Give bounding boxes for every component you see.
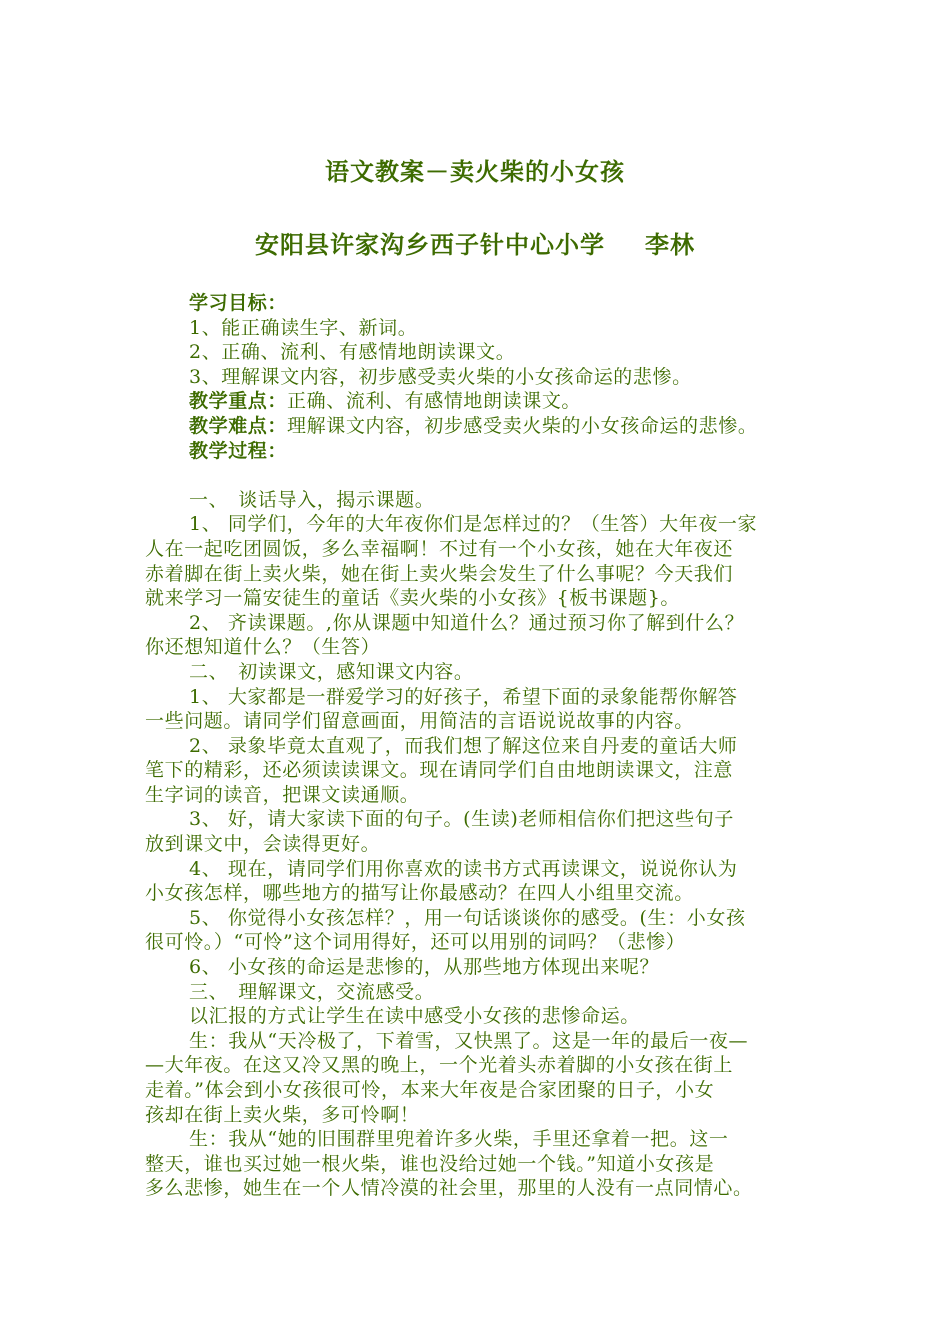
paragraph-line: 6、 小女孩的命运是悲惨的，从那些地方体现出来呢？ [189,956,660,979]
paragraph-line: 2、 录象毕竟太直观了，而我们想了解这位来自丹麦的童话大师 [189,734,738,757]
document-title: 语文教案－卖火柴的小女孩 [325,157,625,186]
paragraph-line: 生：我从“她的旧围群里兜着许多火柴，手里还拿着一把。这一 [189,1128,729,1151]
author-name: 李林 [645,230,695,259]
paragraph-line: 生：我从“天冷极了，下着雪，又快黑了。这是一年的最后一夜— [189,1029,749,1052]
paragraph-line: 4、 现在，请同学们用你喜欢的读书方式再读课文，说说你认为 [189,857,738,880]
paragraph-line: 一些问题。请同学们留意画面，用简洁的言语说说故事的内容。 [145,710,694,733]
objective-item: 1、能正确读生字、新词。 [189,316,418,339]
key-point [145,389,825,414]
document-body [145,291,825,1201]
paragraph-line: 5、 你觉得小女孩怎样？，用一句话谈谈你的感受。(生：小女孩 [189,906,746,929]
paragraph-line: 赤着脚在街上卖火柴，她在街上卖火柴会发生了什么事呢？今天我们 [145,562,734,585]
difficulty [145,414,825,439]
paragraph-line: 以汇报的方式让学生在读中感受小女孩的悲惨命运。 [189,1005,640,1028]
difficulty-text: 理解课文内容，初步感受卖火柴的小女孩命运的悲惨。 [287,414,758,437]
section-heading: 二、 初读课文，感知课文内容。 [189,660,474,683]
paragraph-line: 很可怜。）“可怜”这个词用得好，还可以用别的词吗？（悲惨） [145,931,686,954]
objective-item: 2、正确、流利、有感情地朗读课文。 [189,341,516,364]
process-heading: 教学过程： [189,439,288,462]
paragraph-line: 小女孩怎样，哪些地方的描写让你最感动？在四人小组里交流。 [145,882,694,905]
author-school: 安阳县许家沟乡西子针中心小学 [255,230,605,259]
paragraph-line: 孩却在街上卖火柴，多可怜啊！ [145,1103,420,1126]
objectives-heading: 学习目标： [189,292,288,314]
paragraph-line: 1、 同学们，今年的大年夜你们是怎样过的？（生答）大年夜一家 [189,513,758,536]
paragraph-line: 整天，谁也买过她一根火柴，谁也没给过她一个钱。”知道小女孩是 [145,1152,715,1175]
section-heading: 一、 谈话导入，揭示课题。 [189,488,435,511]
paragraph-line: 放到课文中，会读得更好。 [145,833,381,856]
paragraph-line: 人在一起吃团圆饭，多么幸福啊！不过有一个小女孩，她在大年夜还 [145,537,734,560]
paragraph-line: 走着。”体会到小女孩很可怜，本来大年夜是合家团聚的日子，小女 [145,1079,715,1101]
paragraph-line: 生字词的读音，把课文读通顺。 [145,783,420,806]
key-point-text: 正确、流利、有感情地朗读课文。 [287,390,582,413]
paragraph-line: 就来学习一篇安徒生的童话《卖火柴的小女孩》{板书课题}。 [145,587,680,610]
paragraph-line: 你还想知道什么？（生答） [145,636,381,659]
paragraph-line: —大年夜。在这又冷又黑的晚上，一个光着头赤着脚的小女孩在街上 [145,1054,734,1077]
paragraph-line: 3、 好，请大家读下面的句子。(生读)老师相信你们把这些句子 [189,808,734,831]
paragraph-line: 多么悲惨，她生在一个人情冷漠的社会里，那里的人没有一点同情心。 [145,1177,753,1200]
objective-item: 3、理解课文内容，初步感受卖火柴的小女孩命运的悲惨。 [189,365,692,388]
key-point-label: 教学重点： [189,390,288,413]
author-line [0,229,950,261]
difficulty-label: 教学难点： [189,414,288,437]
paragraph-line: 笔下的精彩，还必须读读课文。现在请同学们自由地朗读课文，注意 [145,759,734,782]
paragraph-line: 1、 大家都是一群爱学习的好孩子，希望下面的录象能帮你解答 [189,685,738,708]
paragraph-line: 2、 齐读课题。,你从课题中知道什么？通过预习你了解到什么？ [189,611,745,634]
section-heading: 三、 理解课文，交流感受。 [189,980,435,1003]
